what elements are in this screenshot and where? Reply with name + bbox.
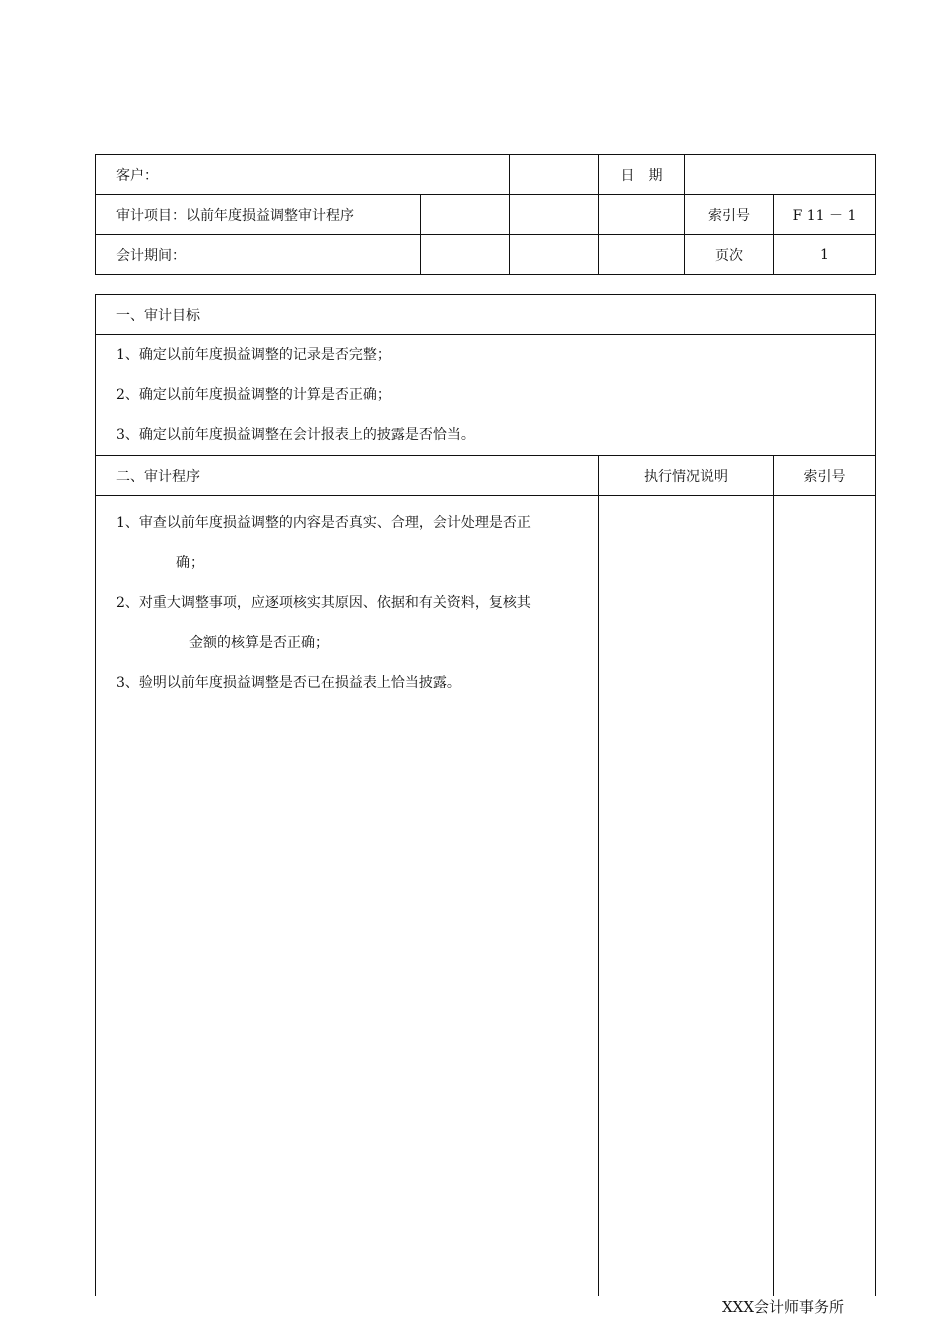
index-value: F 11 － 1 <box>774 195 876 235</box>
objectives-heading-row <box>96 295 876 335</box>
audit-item-label: 审计项目：以前年度损益调整审计程序 <box>96 195 421 235</box>
audit-program-table <box>95 294 876 1296</box>
objective-item: 1、确定以前年度损益调整的记录是否完整； <box>116 347 391 363</box>
period-cell-3[interactable] <box>599 235 685 275</box>
client-label: 客户： <box>96 155 510 195</box>
procedure-item: 2、对重大调整事项，应逐项核实其原因、依据和有关资料，复核其 <box>116 595 531 611</box>
procedures-heading-row <box>96 456 876 496</box>
period-cell-2[interactable] <box>510 235 599 275</box>
objectives-heading: 一、审计目标 <box>96 295 876 335</box>
header-table <box>95 154 876 275</box>
client-row <box>96 155 876 195</box>
procedure-item-continued: 金额的核算是否正确； <box>189 635 329 651</box>
execution-column-header: 执行情况说明 <box>599 456 774 496</box>
page-value: 1 <box>774 235 876 275</box>
procedures-heading: 二、审计程序 <box>96 456 599 496</box>
audit-item-row <box>96 195 876 235</box>
objectives-row <box>96 335 876 456</box>
procedure-index-cell[interactable] <box>774 496 876 1297</box>
date-value-cell[interactable] <box>685 155 876 195</box>
objectives-list <box>96 335 876 456</box>
audit-item-cell-1[interactable] <box>421 195 510 235</box>
index-label: 索引号 <box>685 195 774 235</box>
procedures-row <box>96 496 876 1297</box>
period-label: 会计期间： <box>96 235 421 275</box>
client-value-cell[interactable] <box>510 155 599 195</box>
firm-name: XXX会计师事务所 <box>722 1298 845 1316</box>
page-label: 页次 <box>685 235 774 275</box>
date-label: 日 期 <box>599 155 685 195</box>
procedures-list <box>96 496 599 1297</box>
period-row <box>96 235 876 275</box>
audit-item-cell-3[interactable] <box>599 195 685 235</box>
execution-notes-cell[interactable] <box>599 496 774 1297</box>
audit-item-cell-2[interactable] <box>510 195 599 235</box>
objective-item: 2、确定以前年度损益调整的计算是否正确； <box>116 387 391 403</box>
period-cell-1[interactable] <box>421 235 510 275</box>
procedure-item: 1、审查以前年度损益调整的内容是否真实、合理，会计处理是否正 <box>116 515 531 531</box>
index-column-header: 索引号 <box>774 456 876 496</box>
procedure-item-continued: 确； <box>176 555 204 571</box>
objective-item: 3、确定以前年度损益调整在会计报表上的披露是否恰当。 <box>116 427 475 443</box>
procedure-item: 3、验明以前年度损益调整是否已在损益表上恰当披露。 <box>116 675 461 691</box>
